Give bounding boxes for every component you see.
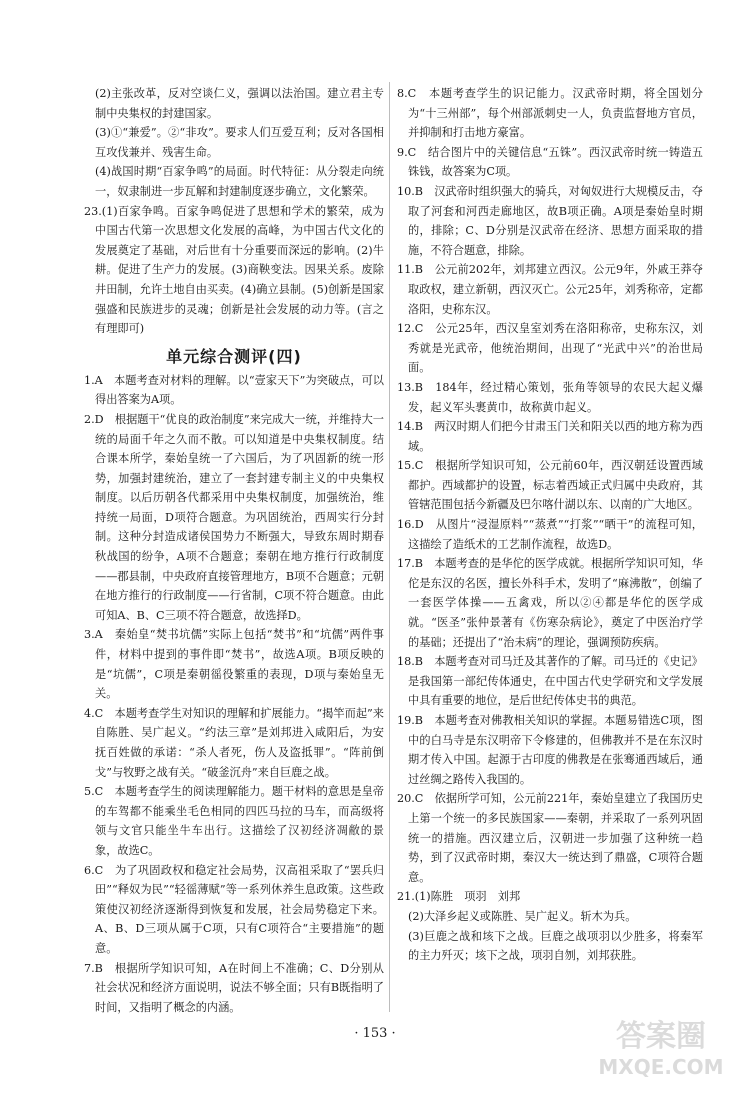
question-21-answer: (2)大泽乡起义或陈胜、吴广起义。斩木为兵。 [408,909,637,923]
answer-item: 6.C 为了巩固政权和稳定社会局势，汉高祖采取了“罢兵归田”“释奴为民”“轻徭薄赋”等一系列休养生息政策。这些政策使汉初经济逐渐得到恢复和发展，社会局势稳定下来。A、B、D三项从属于C项，只有C项符合“主要措施”的题意。 [84,863,384,955]
answer-item: 2.D 根据题干“优良的政治制度”来完成大一统，并维持大一统的局面千年之久而不散。可以知道是中央集权制度。结合课本所学，秦始皇统一了六国后，为了巩固新的统一形势，加强封建统治，建立了一套封建专制主义的中央集权制度。以后历朝各代都采用中央集权制度，加强统治，维持统一局面，D项符合题意。为巩固统治，西周实行分封制。这种分封造成诸侯国势力不断强大，导致东周时期春秋战国的纷争，A项不合题意；秦朝在地方推行行政制度——郡县制，中央政府直接管理地方，B项不合题意；元朝在地方推行的行政制度——行省制，C项不符合题意。由此可知A、B、C三项不符合题意，故选择D。 [84,412,384,622]
watermark-logo [586,1008,736,1084]
answer-item: 14.B 两汉时期人们把今甘肃玉门关和阳关以西的地方称为西域。 [397,420,703,453]
answer-item: 18.B 本题考查对司马迁及其著作的了解。司马迁的《史记》是我国第一部纪传体通史，在中国古代史学研究和文学发展中具有重要的地位，是后世纪传体史书的典范。 [397,655,703,708]
watermark-top-text: 答案圈 [616,1019,706,1054]
left-column [84,84,384,1017]
answer-item: 1.A 本题考查对材料的理解。以“壹家天下”为突破点，可以得出答案为A项。 [84,373,384,407]
answer-item: 20.C 依据所学可知，公元前221年，秦始皇建立了我国历史上第一个统一的多民族国家——秦朝，并采取了一系列巩固统一的措施。西汉建立后，汉朝进一步加强了这种统一趋势，到了汉武帝时期，秦汉大一统达到了鼎盛，C项符合题意。 [397,792,703,884]
answer-item: 17.B 本题考查的是华佗的医学成就。根据所学知识可知，华佗是东汉的名医，擅长外科手术，发明了“麻沸散”，创编了一套医学体操——五禽戏，所以②④都是华佗的医学成就。“医圣”张仲景著有《伤寒杂病论》，奠定了中医治疗学的基础；还提出了“治未病”的理论，强调预防疾病。 [397,557,703,649]
answer-item: 9.C 结合图片中的关键信息“五铢”。西汉武帝时统一铸造五铢钱，故答案为C项。 [397,145,703,179]
page-number: · 153 · [354,1026,396,1041]
watermark-bottom-text: MXQE.COM [598,1055,724,1079]
intro-item: (3)①“兼爱”。②“非攻”。要求人们互爱互利；反对各国相互攻伐兼并、残害生命。 [95,126,384,159]
intro-item: (2)主张改革，反对空谈仁义，强调以法治国。建立君主专制中央集权的封建国家。 [95,87,384,120]
answer-item: 7.B 根据所学知识可知，A在时间上不准确；C、D分别从社会状况和经济方面说明，说法不够全面；只有B既指明了时间，又指明了概念的内涵。 [84,961,384,1014]
answer-item: 11.B 公元前202年，刘邦建立西汉。公元9年，外戚王莽夺取政权，建立新朝，西汉灭亡。公元25年，刘秀称帝，定都洛阳，史称东汉。 [397,263,703,316]
answer-item: 3.A 秦始皇“焚书坑儒”实际上包括“焚书”和“坑儒”两件事件，材料中提到的事件即“焚书”，故选A项。B项反映的是“坑儒”，C项是秦朝徭役繁重的表现，D项与秦始皇无关。 [84,628,384,701]
answer-item: 19.B 本题考查对佛教相关知识的掌握。本题易错选C项，图中的白马寺是东汉明帝下令修建的，但佛教并不是在东汉时期才传入中国。起源于古印度的佛教是在张骞通西域后，通过丝绸之路传入我国的。 [397,714,703,786]
answer-item: 16.D 从图片“浸湿原料”“蒸煮”“打浆”“晒干”的流程可知，这描绘了造纸术的工艺制作流程，故选D。 [397,518,703,551]
answer-item: 13.B 184年，经过精心策划，张角等领导的农民大起义爆发，起义军头裹黄巾，故称黄巾起义。 [397,380,703,414]
column-divider [389,82,390,1012]
question-21-answer: (3)巨鹿之战和垓下之战。巨鹿之战项羽以少胜多，将秦军的主力歼灭；垓下之战，项羽自刎，刘邦获胜。 [408,929,703,963]
answer-item: 12.C 公元25年，西汉皇室刘秀在洛阳称帝，史称东汉，刘秀就是光武帝，他统治期间，出现了“光武中兴”的治世局面。 [397,322,703,375]
answer-item: 4.C 本题考查学生对知识的理解和扩展能力。“揭竿而起”来自陈胜、吴广起义。“约法三章”是刘邦进入咸阳后，为安抚百姓做的承诺：“杀人者死，伤人及盗抵罪”。“阵前倒戈”与牧野之战有关。“破釜沉舟”来自巨鹿之战。 [84,706,384,779]
answer-item: 15.C 根据所学知识可知，公元前60年，西汉朝廷设置西域都护。西域都护的设置，标志着西域正式归属中央政府，其管辖范围包括今新疆及巴尔喀什湖以东、以南的广大地区。 [397,459,703,512]
right-column [397,84,703,966]
section-title: 单元综合测评(四) [166,346,302,366]
answer-item: 5.C 本题考查学生的阅读理解能力。题干材料的意思是皇帝的车驾都不能乘坐毛色相同的四匹马拉的马车，而高级将领与文官只能坐牛车出行。这描绘了汉初经济凋敝的景象，故选C。 [84,785,384,857]
answer-item: 8.C 本题考查学生的识记能力。汉武帝时期，将全国划分为“十三州部”，每个州部派刺史一人，负责监督地方官员，并抑制和打击地方豪富。 [397,87,703,140]
question-23-answer: 23.(1)百家争鸣。百家争鸣促进了思想和学术的繁荣，成为中国古代第一次思想文化发展的高峰，为中国古代文化的发展奠定了基础，对后世有十分重要而深远的影响。(2)牛耕。促进了生产力的发展。(3)商鞅变法。因果关系。废除井田制，允许土地自由买卖。(4)确立县制。(5)创新是国家强盛和民族进步的灵魂；创新是社会发展的动力等。(言之有理即可) [84,204,385,336]
intro-item: (4)战国时期“百家争鸣”的局面。时代特征：从分裂走向统一，奴隶制进一步瓦解和封建制度逐步确立，文化繁荣。 [95,165,384,198]
answer-item: 10.B 汉武帝时组织强大的骑兵，对匈奴进行大规模反击，夺取了河套和河西走廊地区，故B项正确。A项是秦始皇时期的，排除；C、D分别是汉武帝在经济、思想方面采取的措施，不符合题意，排除。 [397,184,703,257]
question-21-answer: 21.(1)陈胜 项羽 刘邦 [397,890,521,904]
